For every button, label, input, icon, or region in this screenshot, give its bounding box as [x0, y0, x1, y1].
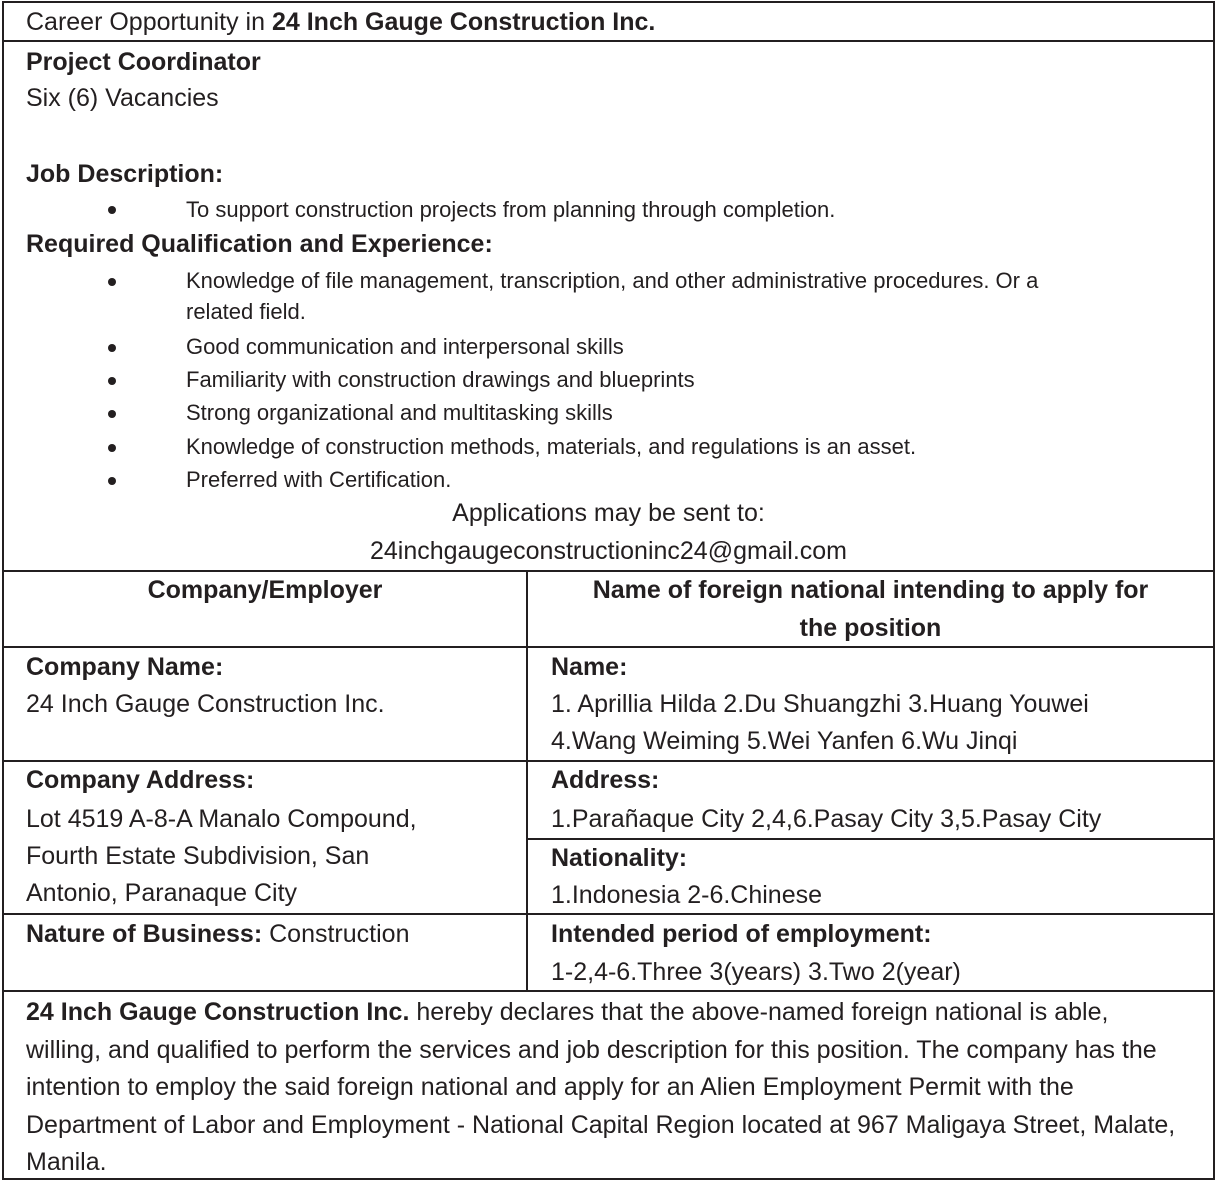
- row-divider: [4, 760, 1213, 762]
- header-divider: [4, 40, 1213, 42]
- period-label: Intended period of employment:: [551, 920, 932, 948]
- job-description-item: To support construction projects from planning through completion.: [186, 197, 836, 222]
- header-prefix: Career Opportunity in: [26, 8, 266, 36]
- qualification-item: Knowledge of file management, transcription, and other administrative procedures. Or a: [186, 268, 1039, 293]
- nature-of-business: [26, 920, 409, 949]
- nationality-value: 1.Indonesia 2-6.Chinese: [551, 881, 823, 909]
- qualification-item: Strong organizational and multitasking skills: [186, 400, 613, 425]
- bullet-icon: [108, 206, 116, 214]
- job-description-heading: Job Description:: [26, 160, 224, 188]
- address-nationality-divider: [526, 838, 1213, 840]
- header-company: 24 Inch Gauge Construction Inc.: [271, 8, 656, 36]
- bullet-icon: [108, 444, 116, 452]
- company-employer-header: Company/Employer: [147, 576, 383, 604]
- vacancies-text: Six (6) Vacancies: [26, 84, 219, 112]
- company-address-line: Lot 4519 A-8-A Manalo Compound,: [26, 805, 417, 833]
- business-value: Construction: [269, 920, 410, 948]
- qualification-item: Familiarity with construction drawings and blueprints: [186, 367, 695, 392]
- company-address-line: Fourth Estate Subdivision, San: [26, 842, 370, 870]
- qualification-item: Preferred with Certification.: [186, 467, 452, 492]
- table-bottom-divider: [4, 990, 1213, 992]
- table-header-divider: [4, 646, 1213, 648]
- company-address-label: Company Address:: [26, 766, 255, 794]
- qualification-item: Good communication and interpersonal skills: [186, 334, 624, 359]
- company-name-value: 24 Inch Gauge Construction Inc.: [26, 690, 385, 718]
- qualifications-heading: Required Qualification and Experience:: [26, 230, 493, 258]
- declaration-text: hereby declares that the above-named foreign national is able, willing, and qualified to perform the services and job description for this position. The company has the intention to employ the said foreign national and apply for an Alien Employment Permit with the Department of Labor and Employment - National Capital Region located at 967 Maligaya Street, Malate, Manila.: [26, 998, 1176, 1176]
- foreign-national-header: Name of foreign national intending to apply for: [592, 576, 1149, 604]
- address-label: Address:: [551, 766, 660, 794]
- company-name-label: Company Name:: [26, 653, 224, 681]
- application-line: Applications may be sent to:: [452, 499, 765, 527]
- bullet-icon: [108, 410, 116, 418]
- bullet-icon: [108, 377, 116, 385]
- names-value: 1. Aprillia Hilda 2.Du Shuangzhi 3.Huang Youwei: [551, 690, 1089, 718]
- declaration-paragraph: [26, 994, 1186, 1182]
- address-value: 1.Parañaque City 2,4,6.Pasay City 3,5.Pasay City: [551, 805, 1102, 833]
- header-line: [26, 8, 655, 37]
- table-top-divider: [4, 570, 1213, 572]
- application-email[interactable]: 24inchgaugeconstructioninc24@gmail.com: [369, 537, 848, 565]
- business-label: Nature of Business:: [26, 920, 263, 948]
- job-advertisement-box: [2, 1, 1215, 1180]
- company-address-line: Antonio, Paranaque City: [26, 879, 298, 907]
- row-divider: [4, 913, 1213, 915]
- bullet-icon: [108, 477, 116, 485]
- foreign-national-header-continued: the position: [799, 614, 942, 642]
- qualification-item-continued: related field.: [186, 299, 306, 324]
- qualification-item: Knowledge of construction methods, materials, and regulations is an asset.: [186, 434, 917, 459]
- declaration-company: 24 Inch Gauge Construction Inc.: [26, 998, 410, 1026]
- position-title: Project Coordinator: [26, 48, 261, 76]
- bullet-icon: [108, 278, 116, 286]
- bullet-icon: [108, 344, 116, 352]
- nationality-label: Nationality:: [551, 844, 688, 872]
- period-value: 1-2,4-6.Three 3(years) 3.Two 2(year): [551, 958, 961, 986]
- names-label: Name:: [551, 653, 628, 681]
- names-value-continued: 4.Wang Weiming 5.Wei Yanfen 6.Wu Jinqi: [551, 727, 1018, 755]
